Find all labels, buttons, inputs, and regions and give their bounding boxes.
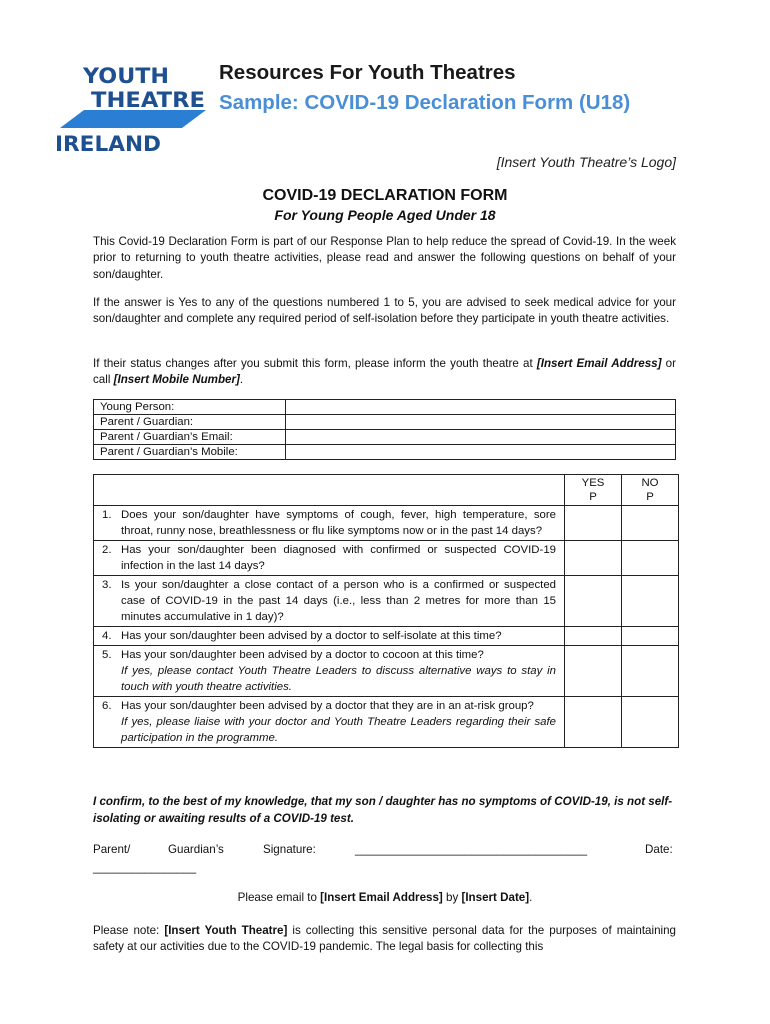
question-6-no-cell[interactable] <box>622 697 679 748</box>
question-note: If yes, please liaise with your doctor and Youth Theatre Leaders regarding their safe participation in the programme. <box>121 716 556 744</box>
header-title: Resources For Youth Theatres <box>219 61 516 84</box>
question-row <box>94 541 679 576</box>
youth-theatre-ireland-logo <box>54 64 206 154</box>
data-protection-note <box>93 923 676 956</box>
question-2-yes-cell[interactable] <box>565 541 622 576</box>
guardian-mobile-label: Parent / Guardian’s Mobile: <box>94 445 286 460</box>
question-5-no-cell[interactable] <box>622 646 679 697</box>
question-row <box>94 506 679 541</box>
email-text-mid: by <box>442 891 462 904</box>
advice-paragraph: If the answer is Yes to any of the questions numbered 1 to 5, you are advised to seek medical advice for your son/daughter and complete any required period of self-isolation before they participate in youth theatre activities. <box>93 296 676 326</box>
question-1-cell <box>94 506 565 541</box>
intro-paragraph: This Covid-19 Declaration Form is part of our Response Plan to help reduce the spread of Covid-19. In the week prior to returning to youth theatre activities, please read and answer the following questions on behalf of your son/daughter. <box>93 235 676 281</box>
no-header-glyph: P <box>646 491 654 503</box>
organisation-placeholder: [Insert Youth Theatre] <box>164 924 288 937</box>
question-text: Has your son/daughter been advised by a doctor to self-isolate at this time? <box>121 630 502 642</box>
yes-header <box>565 475 622 506</box>
question-2-no-cell[interactable] <box>622 541 679 576</box>
logo-line-ireland: IRELAND <box>55 132 161 154</box>
form-title: COVID-19 DECLARATION FORM <box>262 187 508 204</box>
info-row <box>94 445 676 460</box>
question-number: 6. <box>102 700 112 712</box>
question-6-cell <box>94 697 565 748</box>
guardian-mobile-field[interactable] <box>286 445 676 460</box>
questions-table <box>93 474 679 748</box>
question-number: 2. <box>102 544 112 556</box>
question-4-cell <box>94 627 565 646</box>
personal-details-table <box>93 399 676 460</box>
info-row <box>94 400 676 415</box>
question-text: Has your son/daughter been diagnosed with confirmed or suspected COVID-19 infection in the last 14 days? <box>121 544 556 572</box>
status-text-end: . <box>239 373 244 387</box>
question-text: Has your son/daughter been advised by a doctor to cocoon at this time? <box>121 649 484 661</box>
status-text-pre: If their status changes after you submit this form, please inform the youth theatre at <box>93 357 537 370</box>
date-placeholder: [Insert Date] <box>461 891 530 904</box>
question-number: 5. <box>102 649 112 661</box>
guardian-field[interactable] <box>286 415 676 430</box>
question-1-yes-cell[interactable] <box>565 506 622 541</box>
question-text: Does your son/daughter have symptoms of cough, fever, high temperature, sore throat, runny nose, breathlessness or flu like symptoms now or in the past 14 days? <box>121 509 556 537</box>
question-number: 3. <box>102 579 112 591</box>
confirmation-statement: I confirm, to the best of my knowledge, that my son / daughter has no symptoms of COVID-19, is not self-isolating or awaiting results of a COVID-19 test. <box>93 795 673 825</box>
header-subtitle: Sample: COVID-19 Declaration Form (U18) <box>219 91 631 114</box>
question-4-yes-cell[interactable] <box>565 627 622 646</box>
info-row <box>94 430 676 445</box>
info-row <box>94 415 676 430</box>
question-3-yes-cell[interactable] <box>565 576 622 627</box>
email-placeholder: [Insert Email Address] <box>320 891 443 904</box>
no-header <box>622 475 679 506</box>
question-number: 4. <box>102 630 112 642</box>
question-text: Is your son/daughter a close contact of a person who is a confirmed or suspected case of COVID-19 in the past 14 days (i.e., less than 2 metres for more than 15 minutes accumulative in 1 day)? <box>121 579 556 623</box>
yes-header-glyph: P <box>589 491 597 503</box>
status-phone-placeholder: [Insert Mobile Number] <box>113 373 240 387</box>
date-line[interactable]: ________________ <box>93 861 197 874</box>
note-text: is collecting this sensitive personal data for the purposes of maintaining safety at our activities due to the COVID-19 pandemic. The legal basis for collecting this <box>93 924 676 954</box>
email-text-end: . <box>529 891 533 904</box>
logo-stripe <box>60 110 206 128</box>
question-row <box>94 697 679 748</box>
guardian-label: Parent / Guardian: <box>94 415 286 430</box>
question-note: If yes, please contact Youth Theatre Leaders to discuss alternative ways to stay in touch with youth theatre activities. <box>121 665 556 693</box>
question-6-yes-cell[interactable] <box>565 697 622 748</box>
signature-line[interactable]: ____________________________________ <box>355 843 588 856</box>
question-text: Has your son/daughter been advised by a doctor that they are in an at-risk group? <box>121 700 534 712</box>
questions-header-row <box>94 475 679 506</box>
parent-label: Parent/ <box>93 843 131 856</box>
guardian-email-label: Parent / Guardian’s Email: <box>94 430 286 445</box>
logo-line-theatre: THEATRE <box>91 88 205 112</box>
logo-line-youth: YOUTH <box>81 64 169 88</box>
guardian-email-field[interactable] <box>286 430 676 445</box>
young-person-label: Young Person: <box>94 400 286 415</box>
question-5-yes-cell[interactable] <box>565 646 622 697</box>
email-instruction <box>0 891 770 904</box>
question-row <box>94 627 679 646</box>
question-2-cell <box>94 541 565 576</box>
status-text-mid: or call <box>93 357 676 387</box>
question-row <box>94 646 679 697</box>
question-number: 1. <box>102 509 112 521</box>
email-text-pre: Please email to <box>237 891 321 904</box>
logo-placeholder: [Insert Youth Theatre’s Logo] <box>496 154 676 170</box>
question-4-no-cell[interactable] <box>622 627 679 646</box>
question-5-cell <box>94 646 565 697</box>
status-email-placeholder: [Insert Email Address] <box>536 357 662 370</box>
signature-label: Signature: <box>263 843 316 856</box>
young-person-field[interactable] <box>286 400 676 415</box>
header-blank-cell <box>94 475 565 506</box>
yes-header-label: YES <box>581 477 605 489</box>
question-1-no-cell[interactable] <box>622 506 679 541</box>
question-3-no-cell[interactable] <box>622 576 679 627</box>
date-label: Date: <box>645 843 673 856</box>
no-header-label: NO <box>641 477 659 489</box>
guardian-label: Guardian’s <box>168 843 224 856</box>
form-subtitle: For Young People Aged Under 18 <box>274 207 496 223</box>
note-prefix: Please note: <box>93 924 165 937</box>
question-row <box>94 576 679 627</box>
question-3-cell <box>94 576 565 627</box>
status-paragraph <box>93 356 676 389</box>
